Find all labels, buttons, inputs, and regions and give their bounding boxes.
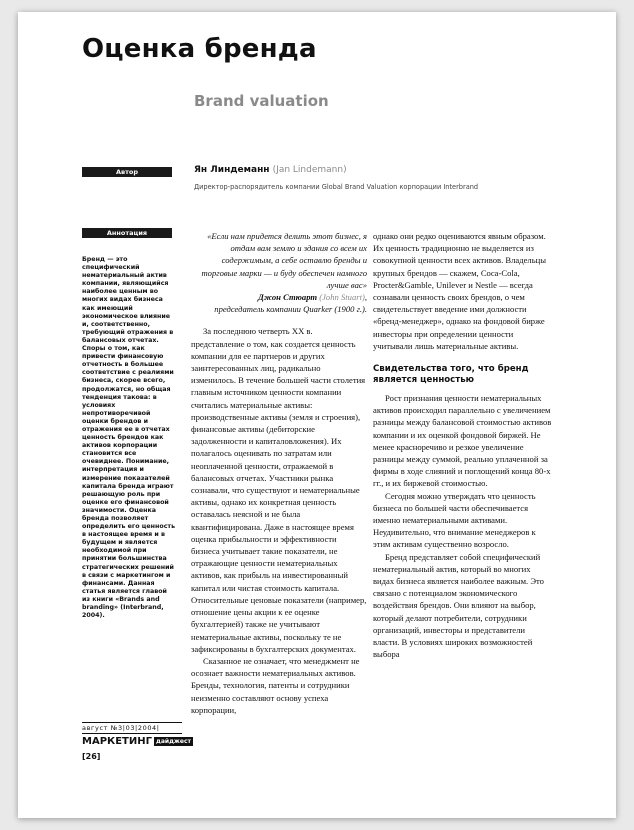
page-title: Оценка бренда — [82, 34, 317, 64]
annotation-label: Аннотация — [82, 228, 172, 238]
annotation-paragraph: Бренд — это специфический нематериальный актив компании, являющийся наиболее ценным во многих видах бизнеса как имеющий экономическое влияние и, соответственно, требующий отражения в балансовых отчетах. Споры о том, как привести финансовую отчетность в большее соответствие с реалиями бизнеса, скорее всего, продолжатся, но общая тенденция такова: в условиях непротиворечивой оценки брендов и отражения ее в отчетах ценность брендов как активов корпорации становится все очевиднее. Понимание, интерпретация и измерение показателей капитала бренда играют решающую роль при оценке его финансовой значимости. Оценка бренда позволяет определить его ценность в настоящее время и в будущем и является необходимой при принятии большинства стратегических решений в связи с маркетингом и финансами. Данная статья является главой из книги «Brands and branding» (Interbrand, 2004). — [82, 256, 176, 620]
epigraph-author: Джон Стюарт — [258, 292, 318, 303]
body-paragraph: Бренд представляет собой специфический нематериальный актив, который во многих видах бизнеса является наиболее важным. Это связано с потенциалом экономического воздействия брендов. Они влияют на выбор, который делают потребители, сотрудники организаций, инвесторы и представители власти. В условиях широких возможностей выбора — [373, 551, 544, 660]
body-paragraph: Сегодня можно утверждать что ценность бизнеса по большей части обеспечивается именно нематериальными активами. Неудивительно, что внимание менеджеров к этим активам существенно возросло. — [373, 490, 536, 550]
author-name — [194, 165, 347, 175]
magazine-name: МАРКЕТИНГ — [82, 736, 152, 747]
magazine-page — [18, 12, 616, 818]
page-number: [26] — [82, 752, 101, 761]
body-paragraph: Сказанное не означает, что менеджмент не осознает важности нематериальных активов. Бренды, технология, патенты и сотрудники неизменно составляют основу успеха корпорации, — [191, 655, 360, 715]
epigraph-text: «Если нам придется делить этот бизнес, я отдам вам землю и здания со всем их содержимым, а себе оставлю бренды и торговые марки — и буду обеспечен намного лучше вас» — [201, 231, 367, 290]
annotation-text — [82, 256, 177, 620]
epigraph-author-latin: (John Stuart) — [319, 292, 365, 303]
author-position: Директор-распорядитель компании Global Brand Valuation корпорации Interbrand — [194, 183, 479, 191]
body-paragraph: однако они редко оцениваются явным образом. Их ценность традиционно не выделяется из совокупной ценности всех активов. Владельцы крупных брендов — скажем, Coca-Cola, Procter&Gamble, Unilever и Nestle — всегда сознавали ценность своих брендов, о чем свидетельствует введение ими должности «бренд-менеджер», однако на фондовой бирже инвесторы при определении ценности учитывали лишь материальные активы. — [373, 231, 546, 351]
body-paragraph: Рост признания ценности нематериальных активов происходил параллельно с увеличением разницы между балансовой стоимостью активов компании и их оценкой фондовой биржей. Не менее красноречиво и резкое увеличение разницы между суммой, реально уплаченной за фирмы в ходе слияний и поглощений конца 80-х гг., и их биржевой стоимостью. — [373, 393, 552, 489]
author-name-ru: Ян Линдеманн — [194, 165, 270, 175]
text-column-1 — [191, 230, 367, 716]
magazine-tag: дайджест — [155, 737, 191, 745]
issue-info — [82, 722, 191, 747]
epigraph-author-position: председатель компании Quarker (1900 г.). — [214, 304, 367, 315]
author-label: Автор — [82, 167, 172, 177]
page-subtitle: Brand valuation — [194, 92, 329, 110]
epigraph: «Если нам придется делить этот бизнес, я отдам вам землю и здания со всем их содержимым, а себе оставлю бренды и торговые марки — и буду обеспечен намного лучше вас» Джон Стюарт (John Stuart), председатель компании Quarker (1900 г.). — [201, 231, 367, 315]
issue-line: август №3|03|2004| — [82, 722, 182, 734]
section-heading: Свидетельства того, что бренд является ценностью — [373, 364, 529, 386]
author-name-latin: (Jan Lindemann) — [272, 165, 347, 175]
magazine-logo — [82, 736, 191, 747]
body-paragraph: За последнюю четверть XX в. представление о том, как создается ценность компании для ее партнеров и других заинтересованных лиц, радикально изменилось. В течение большей части столетия главным источником ценности компании считались материальные активы: производственные активы (земля и строения), финансовые активы (дебиторские задолженности и капиталовложения). Их полагалось оценивать по затратам или неоплаченной ценности, отражаемой в балансовых отчетах. Участники рынка сознавали, что существуют и нематериальные активы, однако их конкретная ценность оставалась неясной и не была квантифицирована. Даже в настоящее время оценка прибыльности и эффективности бизнеса учитывает такие показатели, не отражающие ценности нематериальных активов, как прибыль на инвестированный капитал или чистая стоимость капитала. Относительные ценовые показатели (например, отношение цены акции к ее оценке бухгалтерией) также не учитывают нематериальные активы, поскольку те не зафиксированы в бухгалтерских документах. — [191, 326, 367, 654]
text-column-2 — [373, 230, 553, 661]
